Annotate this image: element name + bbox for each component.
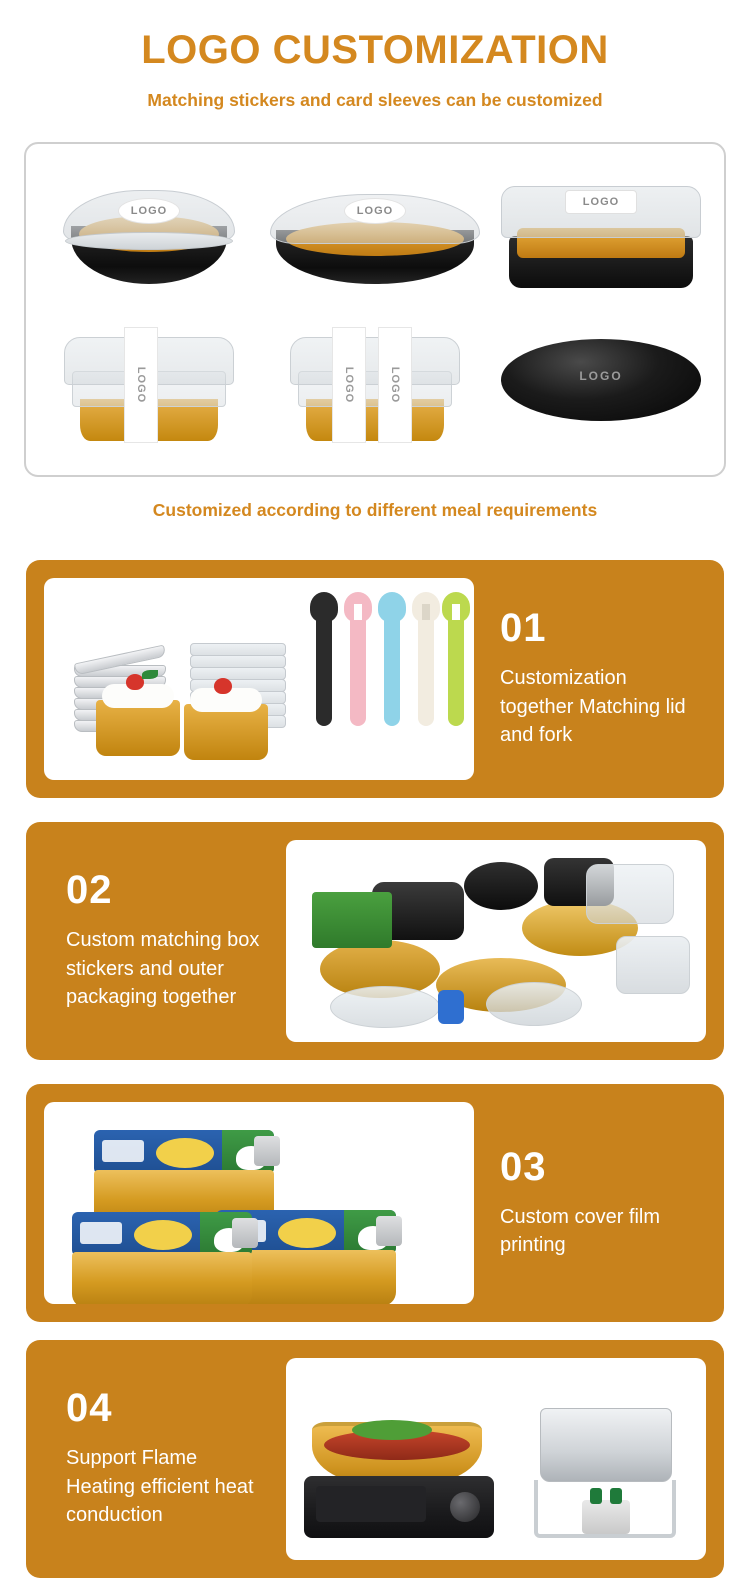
cup-lid	[290, 337, 460, 385]
black-bowl	[464, 862, 538, 910]
product-gallery	[24, 142, 726, 477]
fuel-can-cap-left	[590, 1488, 602, 1504]
printed-sticker-label	[312, 892, 392, 948]
logo-print: LOGO	[579, 369, 623, 384]
stove-panel	[316, 1486, 426, 1522]
film-food-image	[156, 1138, 214, 1168]
feature-image-03	[44, 1102, 474, 1304]
logo-card-sleeve-left	[332, 327, 366, 443]
rect-bowl-art	[501, 180, 701, 288]
mid-caption: Customized according to different meal requirements	[152, 500, 598, 520]
feature-image-02	[286, 840, 706, 1042]
feature-text-04	[44, 1388, 286, 1529]
spork-pink	[350, 606, 366, 726]
spork-black	[316, 606, 332, 726]
page-subtitle: Matching stickers and card sleeves can be customized	[147, 90, 603, 110]
bagged-products-scene	[286, 840, 706, 1042]
feature-image-04	[286, 1358, 706, 1560]
tray-handle	[254, 1136, 280, 1166]
logo-sticker: LOGO	[118, 198, 180, 224]
feature-desc-02: Custom matching box stickers and outer packaging together	[66, 929, 260, 1009]
foil-tray-body	[72, 1252, 252, 1304]
feature-row-03	[26, 1084, 724, 1322]
logo-card-sleeve	[124, 327, 158, 443]
feature-image-01	[44, 578, 474, 780]
fuel-cans	[582, 1500, 630, 1534]
plastic-bag-wrap	[486, 982, 582, 1026]
feature-number-02: 02	[66, 868, 113, 913]
printed-cover-film	[94, 1130, 274, 1174]
feature-number-03: 03	[500, 1144, 547, 1189]
gallery-item-black-lid	[488, 310, 714, 462]
feature-row-01	[26, 560, 724, 798]
feature-row-04	[26, 1340, 724, 1578]
gallery-item-rect-bowl	[488, 158, 714, 310]
spork-cream	[418, 606, 434, 726]
plastic-bag-wrap-3	[586, 864, 674, 924]
film-food-image	[278, 1218, 336, 1248]
logo-sticker: LOGO	[344, 198, 406, 224]
clear-bagged-item	[616, 936, 690, 994]
gold-cup-with-dessert-2	[184, 704, 268, 760]
square-cup-art	[54, 329, 244, 441]
sleeve-logo-text: LOGO	[389, 367, 402, 404]
gold-cup-with-dessert	[96, 700, 180, 756]
feature-number-01: 01	[500, 606, 547, 651]
portable-gas-stove	[304, 1476, 494, 1538]
wide-bowl-art	[270, 184, 480, 284]
sleeve-logo-text: LOGO	[135, 367, 148, 404]
logo-card-sleeve-right	[378, 327, 412, 443]
stove-knob	[450, 1492, 480, 1522]
tray-handle	[232, 1218, 258, 1248]
fuel-can-cap-right	[610, 1488, 622, 1504]
gallery-item-wide-bowl	[262, 158, 488, 310]
plastic-bag-wrap-2	[330, 986, 440, 1028]
tray-handle	[376, 1216, 402, 1246]
feature-desc-03: Custom cover film printing	[500, 1205, 661, 1256]
spork-green	[448, 606, 464, 726]
gallery-item-round-bowl	[36, 158, 262, 310]
strawberry-icon	[214, 678, 232, 694]
blue-cap	[438, 990, 464, 1024]
sleeve-logo-text: LOGO	[343, 367, 356, 404]
leaf-icon	[142, 670, 158, 679]
film-text-block	[102, 1140, 144, 1162]
vegetable-garnish	[352, 1420, 432, 1440]
black-lid-art	[501, 333, 701, 437]
logo-sticker: LOGO	[565, 190, 637, 214]
gallery-item-square-cup-double-sleeve	[262, 310, 488, 462]
round-bowl-art	[63, 184, 235, 284]
gallery-grid	[36, 158, 714, 461]
film-food-image	[134, 1220, 192, 1250]
printed-cover-film	[72, 1212, 252, 1256]
feature-text-01	[474, 608, 706, 749]
feature-row-02	[26, 822, 724, 1060]
feature-number-04: 04	[66, 1386, 113, 1431]
bowl-rim	[65, 232, 233, 250]
spork-blue	[384, 606, 400, 726]
printed-film-tray-3	[72, 1212, 252, 1304]
square-cup-double-art	[280, 329, 470, 441]
foil-chafing-pan	[540, 1408, 672, 1482]
feature-text-03	[474, 1144, 706, 1260]
page-title: LOGO CUSTOMIZATION	[141, 28, 609, 72]
feature-text-02	[44, 870, 286, 1011]
feature-desc-01: Customization together Matching lid and fork	[500, 667, 686, 747]
film-text-block	[80, 1222, 122, 1244]
feature-desc-04: Support Flame Heating efficient heat conduction	[66, 1447, 254, 1527]
gallery-item-square-cup	[36, 310, 262, 462]
